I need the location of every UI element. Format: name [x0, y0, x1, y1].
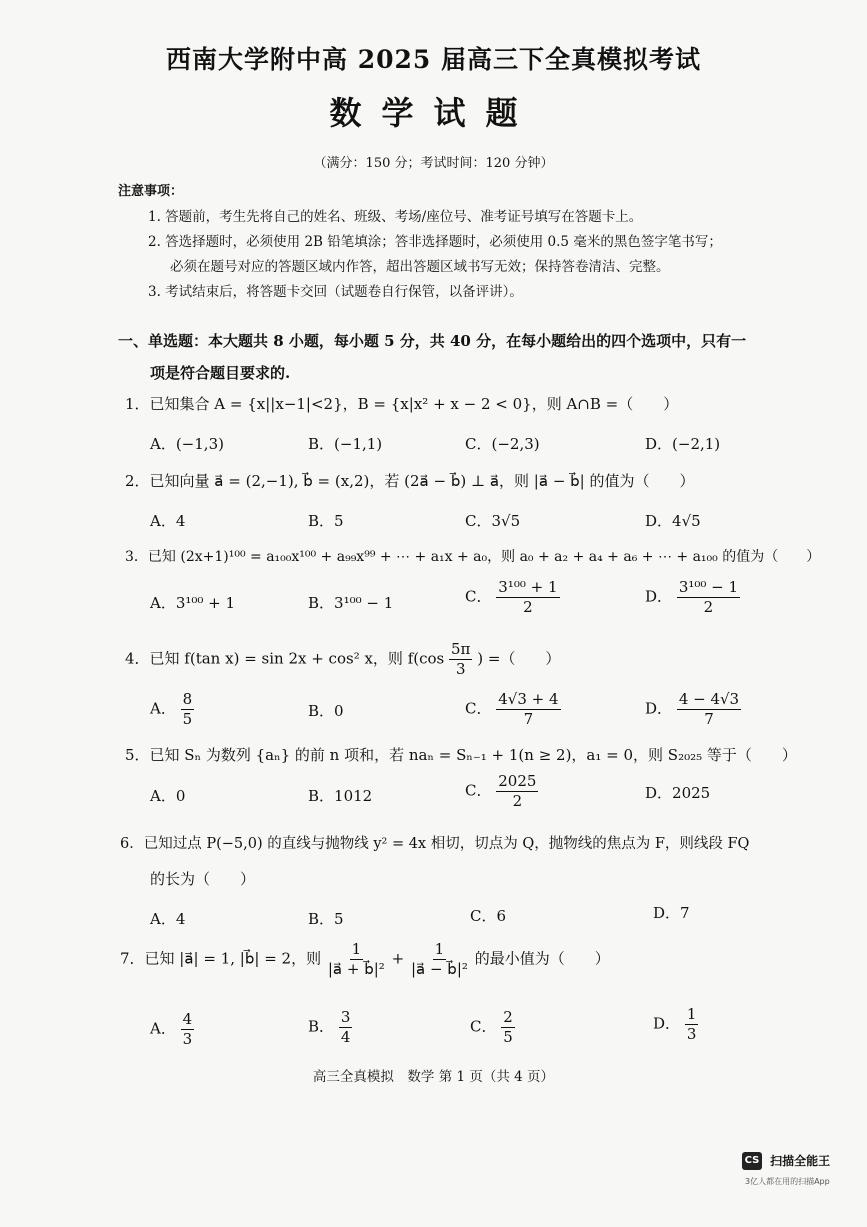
q1-option-c: C．(−2,3): [465, 435, 540, 453]
fraction: [685, 1005, 699, 1044]
q2-option-c: C．3√5: [465, 512, 521, 530]
q1-option-a: A．(−1,3): [150, 435, 224, 453]
q2-option-b: B．5: [308, 512, 344, 530]
q3-option-d: [645, 578, 740, 617]
watermark-tagline: 3亿人都在用的扫描App: [745, 1177, 830, 1186]
option-label: D．: [645, 699, 673, 718]
question-6-stem: 6．已知过点 P(−5,0) 的直线与抛物线 y² = 4x 相切，切点为 Q，抛物线的焦点为 F，则线段 FQ: [120, 836, 750, 852]
numerator: 2: [503, 1008, 513, 1026]
q7-option-b: [308, 1008, 352, 1047]
q7-stem-start: 7．已知 |a⃗| = 1, |b⃗| = 2，则: [120, 949, 322, 968]
denominator: 2: [703, 597, 714, 616]
numerator: 4 − 4√3: [678, 690, 740, 708]
option-label: C．: [470, 1017, 497, 1036]
cs-logo-icon: CS: [742, 1152, 762, 1170]
fraction: [181, 1010, 195, 1049]
numerator: 3¹⁰⁰ + 1: [498, 578, 558, 596]
question-2-stem: 2．已知向量 a⃗ = (2,−1), b⃗ = (x,2)，若 (2a⃗ − b⃗) ⊥ a⃗，则 |a⃗ − b⃗| 的值为（ ）: [125, 472, 695, 490]
q6-option-b: B．5: [308, 910, 344, 928]
numerator: 2025: [498, 772, 537, 790]
note-item: 1. 答题前，考生先将自己的姓名、班级、考场/座位号、准考证号填写在答题卡上。: [148, 209, 643, 225]
numerator: 1: [351, 940, 362, 958]
exam-subject: 数学试题: [329, 94, 538, 132]
q4-option-b: B．0: [308, 702, 344, 720]
section-heading: 一、单选题：本大题共 8 小题，每小题 5 分，共 40 分，在每小题给出的四个选项中，只有一: [118, 332, 747, 350]
denominator: |a⃗ + b⃗|²: [327, 959, 385, 978]
numerator: 3¹⁰⁰ − 1: [678, 578, 739, 596]
note-item: 2. 答选择题时，必须使用 2B 铅笔填涂；答非选择题时，必须使用 0.5 毫米的黑色签字笔书写；: [148, 234, 722, 250]
q7-stem-end: 的最小值为（ ）: [474, 949, 610, 968]
numerator: 4√3 + 4: [498, 690, 559, 708]
question-5-stem: 5．已知 Sₙ 为数列 {aₙ} 的前 n 项和，若 naₙ = Sₙ₋₁ + 1(n ≥ 2)，a₁ = 0，则 S₂₀₂₅ 等于（ ）: [125, 746, 797, 764]
notes-heading: 注意事项：: [118, 184, 184, 199]
numerator: 4: [182, 1010, 193, 1028]
q5-option-c: [465, 772, 538, 811]
fraction: [496, 690, 560, 729]
option-label: A．: [150, 699, 176, 718]
q7-option-c: [470, 1008, 515, 1047]
denominator: 3: [686, 1024, 697, 1043]
denominator: 7: [523, 709, 534, 728]
q3-option-b: B．3¹⁰⁰ − 1: [308, 594, 394, 612]
fraction: [677, 578, 740, 617]
section-heading-cont: 项是符合题目要求的.: [150, 364, 291, 382]
fraction: [181, 690, 195, 729]
q6-option-d: D．7: [653, 904, 690, 922]
question-3-stem: 3．已知 (2x+1)¹⁰⁰ = a₁₀₀x¹⁰⁰ + a₉₉x⁹⁹ + ⋯ + a₁x + a₀，则 a₀ + a₂ + a₄ + a₆ + ⋯ + a₁₀₀ 的值为（ ）: [125, 549, 821, 565]
q4-option-c: [465, 690, 561, 729]
option-label: A．: [150, 1019, 176, 1038]
denominator: 2: [523, 597, 533, 616]
question-7-stem: [120, 940, 610, 979]
page-footer: 高三全真模拟 数学 第 1 页（共 4 页）: [312, 1069, 555, 1085]
denominator: 2: [512, 791, 523, 810]
denominator: 3: [455, 659, 466, 678]
q5-option-a: A．0: [150, 787, 186, 805]
fraction: [501, 1008, 515, 1047]
q2-option-d: D．4√5: [645, 512, 701, 530]
denominator: |a⃗ − b⃗|²: [410, 959, 468, 978]
fraction: [339, 1008, 353, 1047]
numerator: 8: [182, 690, 193, 708]
option-label: C．: [465, 781, 492, 800]
question-4-stem: [125, 640, 560, 679]
q4-stem-end: ) =（ ）: [477, 649, 561, 668]
option-label: D．: [653, 1014, 681, 1033]
fraction: [496, 578, 559, 617]
q4-option-a: [150, 690, 194, 729]
denominator: 3: [182, 1029, 193, 1048]
q6-option-c: C．6: [470, 907, 507, 925]
q1-option-b: B．(−1,1): [308, 435, 383, 453]
watermark-name: 扫描全能王: [770, 1154, 831, 1168]
denominator: 5: [182, 709, 193, 728]
q4-stem-start: 4．已知 f(tan x) = sin 2x + cos² x，则 f(cos: [125, 649, 445, 668]
exam-title: 西南大学附中高 2025 届高三下全真模拟考试: [166, 45, 701, 74]
q7-option-d: [653, 1005, 698, 1044]
denominator: 7: [704, 709, 714, 728]
q1-option-d: D．(−2,1): [645, 435, 721, 453]
question-6-stem-cont: 的长为（ ）: [150, 870, 256, 888]
note-item: 必须在题号对应的答题区域内作答，超出答题区域书写无效；保持答卷清洁、完整。: [170, 259, 670, 275]
option-label: C．: [465, 699, 492, 718]
fraction: [449, 640, 472, 679]
numerator: 3: [340, 1008, 351, 1026]
note-item: 3. 考试结束后，将答题卡交回（试题卷自行保管，以备评讲）。: [148, 284, 523, 300]
q5-option-d: D．2025: [645, 784, 711, 802]
fraction: [496, 772, 538, 811]
option-label: D．: [645, 587, 673, 606]
fraction: [326, 940, 387, 979]
denominator: 4: [340, 1027, 351, 1046]
numerator: 5π: [451, 640, 471, 658]
q5-option-b: B．1012: [308, 787, 373, 805]
denominator: 5: [503, 1027, 513, 1046]
numerator: 1: [686, 1005, 697, 1023]
q4-option-d: [645, 690, 741, 729]
q3-option-a: A．3¹⁰⁰ + 1: [150, 594, 236, 612]
option-label: B．: [308, 1017, 335, 1036]
q3-option-c: [465, 578, 560, 617]
fraction: [409, 940, 470, 979]
exam-info: （满分：150 分；考试时间：120 分钟）: [313, 156, 554, 171]
scanner-watermark: [742, 1150, 830, 1170]
fraction: [677, 690, 741, 729]
q7-option-a: [150, 1010, 194, 1049]
numerator: 1: [434, 940, 445, 958]
option-label: C．: [465, 587, 492, 606]
question-1-stem: 1．已知集合 A = {x||x−1|<2}，B = {x|x² + x − 2 < 0}，则 A∩B =（ ）: [125, 395, 679, 413]
q6-option-a: A．4: [150, 910, 186, 928]
plus-sign: +: [391, 949, 405, 968]
q2-option-a: A．4: [150, 512, 186, 530]
